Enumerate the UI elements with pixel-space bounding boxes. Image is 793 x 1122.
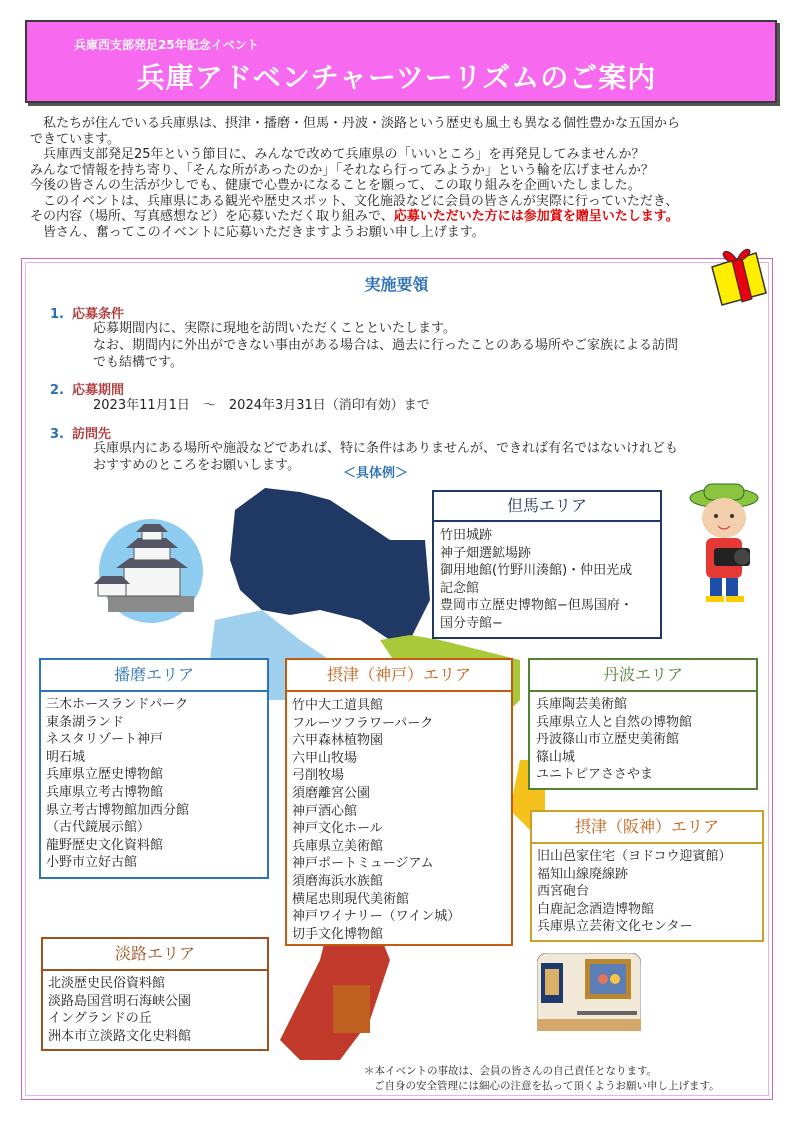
settsu-hanshin-area-title: 摂津（阪神）エリア	[530, 810, 764, 844]
list-item: 竹田城跡	[440, 528, 493, 543]
intro-line: 今後の皆さんの生活が少しでも、健康で心豊かになることを願って、この取り組みを企画いたしました。	[30, 178, 641, 193]
list-item: 神戸ポートミュージアム	[292, 856, 434, 872]
intro-line: 私たちが住んでいる兵庫県は、摂津・播磨・但馬・丹波・淡路という歴史も風土も異なる個性豊かな五国から	[43, 116, 681, 131]
map-region-awaji-marker	[333, 985, 370, 1033]
list-item: 兵庫県立考古博物館	[46, 784, 164, 800]
item-line: 兵庫県内にある場所や施設などであれば、特に条件はありませんが、できれば有名ではないけれども	[93, 441, 679, 456]
list-item: 御用地館(竹野川湊館)・仲田光成	[440, 563, 633, 579]
list-item: 兵庫県立芸術文化センター	[537, 919, 693, 935]
footnote-line: ご自身の安全管理には細心の注意を払って頂くようお願い申し上げます。	[374, 1080, 720, 1092]
awaji-area-title: 淡路エリア	[41, 937, 269, 971]
prize-notice: 応募いただいた方には参加賞を贈呈いたします。	[393, 209, 679, 224]
item-number: 1.	[50, 307, 64, 322]
list-item: 神戸ワイナリー（ワイン城）	[292, 909, 461, 925]
list-item: 東条湖ランド	[46, 714, 125, 730]
item-label: 応募条件	[71, 307, 124, 322]
list-item: 六甲森林植物園	[292, 733, 384, 749]
list-item: 洲本市立淡路文化史料館	[48, 1028, 192, 1044]
intro-line: みんなで情報を持ち寄り、「そんな所があったのか」「それなら行ってみようか」という輪を広げませんか？	[30, 162, 654, 178]
list-item: 弓削牧場	[292, 768, 345, 784]
awaji-area-list	[48, 975, 191, 1045]
item-line: 2023年11月1日 ～ 2024年3月31日（消印有効）まで	[93, 398, 430, 413]
list-item: 兵庫県立人と自然の博物館	[536, 714, 693, 730]
castle-illustration	[88, 518, 214, 624]
tamba-area-list	[536, 696, 692, 784]
intro-line: 兵庫西支部発足25年という節目に、みんなで改めて兵庫県の「いいところ」を再発見してみませんか？	[43, 147, 645, 162]
item-line: おすすめのところをお願いします。	[93, 458, 301, 473]
list-item: 福知山線廃線跡	[537, 866, 629, 882]
list-item: 神戸酒心館	[292, 803, 358, 819]
tajima-area-list	[440, 527, 633, 633]
item-label: 応募期間	[71, 383, 124, 398]
intro-line: このイベントは、兵庫県にある観光や歴史スポット、文化施設などに会員の皆さんが実際に行っていただき、	[43, 193, 679, 209]
list-item: 記念館	[440, 580, 480, 596]
example-label: ＜具体例＞	[343, 466, 409, 481]
item-line: なお、期間内に外出ができない事由がある場合は、過去に行ったことのある場所やご家族による訪問	[93, 338, 679, 353]
list-item: 丹波篠山市立歴史美術館	[536, 732, 680, 748]
list-item: 須磨離宮公園	[292, 785, 371, 801]
settsu-hanshin-area-list	[537, 848, 731, 936]
tamba-area-title: 丹波エリア	[528, 658, 758, 692]
item-line: 応募期間内に、実際に現地を訪問いただくことといたします。	[93, 321, 456, 336]
list-item: 龍野歴史文化資料館	[46, 837, 164, 853]
list-item: ネスタリゾート神戸	[46, 732, 164, 748]
list-item: 西宮砲台	[537, 884, 590, 900]
list-item: 横尾忠則現代美術館	[292, 891, 410, 907]
list-item: 旧山邑家住宅（ヨドコウ迎賓館）	[537, 849, 732, 864]
item-number: 2.	[50, 383, 64, 398]
list-item: 小野市立好古館	[46, 855, 138, 871]
list-item: ユニトピアささやま	[536, 767, 654, 783]
list-item: 三木ホースランドパーク	[46, 697, 189, 712]
list-item: フルーツフラワーパーク	[292, 715, 434, 731]
list-item: 北淡歴史民俗資料館	[48, 976, 166, 991]
museum-illustration	[537, 953, 641, 1031]
list-item: 兵庫陶芸美術館	[536, 697, 628, 712]
settsu-kobe-area-title: 摂津（神戸）エリア	[285, 658, 513, 692]
list-item: イングランドの丘	[48, 1011, 152, 1027]
settsu-kobe-area-list	[292, 697, 460, 943]
list-item: 神子畑選鉱場跡	[440, 545, 532, 561]
list-item: 県立考古博物館加西分館	[46, 802, 190, 818]
list-item: 兵庫県立美術館	[292, 838, 384, 854]
intro-text: その内容（場所、写真感想など）を応募いただく取り組みで、	[30, 209, 394, 224]
page-title: 兵庫アドベンチャーツーリズムのご案内	[136, 61, 657, 94]
list-item: 豊岡市立歴史博物館−但馬国府・	[440, 598, 633, 614]
tajima-area-title: 但馬エリア	[432, 490, 662, 522]
list-item: 明石城	[46, 749, 86, 765]
intro-line: 皆さん、奮ってこのイベントに応募いただきますようお願い申し上げます。	[43, 224, 485, 240]
list-item: 須磨海浜水族館	[292, 873, 384, 889]
list-item: 兵庫県立歴史博物館	[46, 767, 164, 783]
list-item: 竹中大工道具館	[292, 698, 384, 713]
item-number: 3.	[50, 427, 64, 442]
list-item: 淡路島国営明石海峡公園	[48, 993, 192, 1009]
list-item: 切手文化博物館	[292, 926, 384, 942]
footnote-line: ＊本イベントの事故は、会員の皆さんの自己責任となります。	[364, 1065, 658, 1077]
intro-line: できています。	[30, 131, 120, 147]
harima-area-list	[46, 696, 189, 872]
footnote	[364, 1064, 720, 1094]
header-subtitle: 兵庫西支部発足25年記念イベント	[74, 38, 259, 52]
list-item: （古代鏡展示館）	[46, 820, 151, 836]
harima-area-title: 播磨エリア	[39, 658, 269, 692]
item-label: 訪問先	[71, 427, 111, 442]
list-item: 神戸文化ホール	[292, 821, 383, 837]
section-title: 実施要領	[364, 275, 429, 294]
list-item: 六甲山牧場	[292, 750, 358, 766]
list-item: 篠山城	[536, 749, 576, 765]
camera-character-illustration	[686, 480, 766, 608]
item-line: でも結構です。	[93, 355, 183, 370]
list-item: 国分寺館−	[440, 615, 503, 631]
list-item: 白鹿記念酒造博物館	[537, 901, 655, 917]
